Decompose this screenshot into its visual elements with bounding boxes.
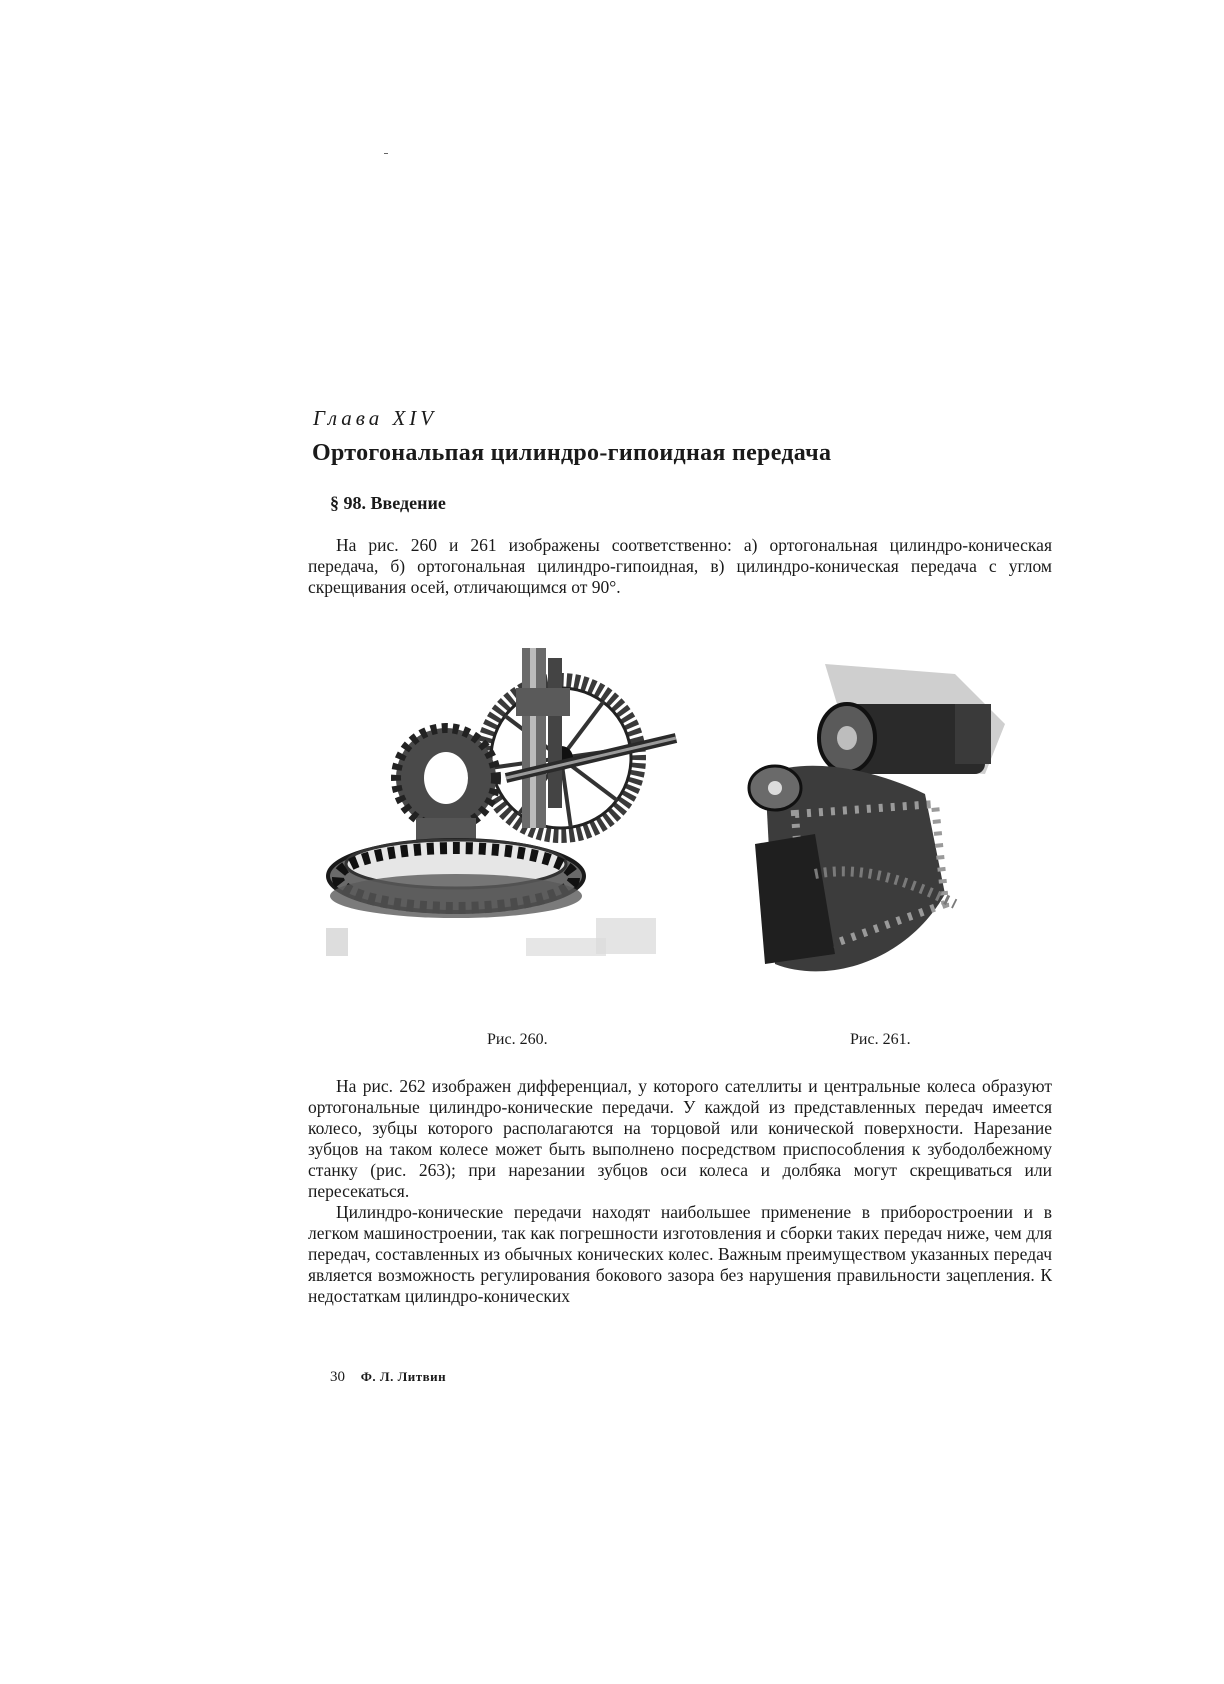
intro-text-block	[308, 535, 1052, 598]
intro-paragraph: На рис. 260 и 261 изображены соответственно: а) ортогональная цилиндро-коническая передача, б) ортогональная цилиндро-гипоидная, в) цилиндро-коническая передача с углом скрещивания осей, отличающимся от 90°.	[308, 535, 1052, 597]
figure-260-image	[326, 638, 722, 1016]
page-number: 30	[330, 1369, 345, 1385]
chapter-label: Глава XIV	[313, 406, 438, 430]
figure-261-caption: Рис. 261.	[850, 1031, 911, 1048]
scan-mark	[384, 153, 388, 154]
body-paragraph-2: Цилиндро-конические передачи находят наибольшее применение в приборостроении и в легком машиностроении, так как погрешности изготовления и сборки таких передач ниже, чем для передач, составленных из обычных конических колес. Важным преимуществом указанных передач является возможность регулирования бокового зазора без нарушения правильности зацепления. К недостаткам цилиндро-конических	[308, 1202, 1052, 1306]
body-paragraph-1: На рис. 262 изображен дифференциал, у которого сателлиты и центральные колеса образуют ортогональные цилиндро-конические передачи. У каждой из представленных передач имеется колесо, зубцы которого располагаются на торцовой или конической поверхности. Нарезание зубцов на таком колесе может быть выполнено посредством приспособления к зубодолбежному станку (рис. 263); при нарезании зубцов оси колеса и долбяка могут скрещиваться или пересекаться.	[308, 1076, 1052, 1201]
figure-260-caption: Рис. 260.	[487, 1031, 548, 1048]
footer-author: Ф. Л. Литвин	[360, 1369, 447, 1384]
body-text-block	[308, 1076, 1052, 1307]
section-title: § 98. Введение	[330, 493, 446, 513]
figure-261-image	[735, 664, 1037, 1004]
chapter-title: Ортогональпая цилиндро-гипоидная передача	[312, 440, 832, 466]
page-footer	[330, 1369, 446, 1386]
